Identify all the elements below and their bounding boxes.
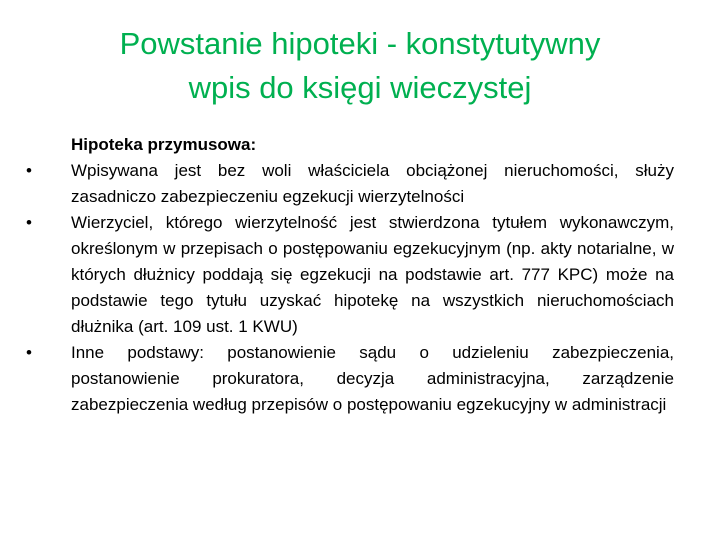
bullet-item-2 [20, 210, 674, 340]
bullet-item-1 [20, 158, 674, 210]
subheading: Hipoteka przymusowa: [71, 135, 257, 154]
bullet-item-3 [20, 340, 674, 418]
slide-title-line-2: wpis do księgi wieczystej [188, 70, 532, 105]
slide-title [40, 22, 680, 110]
bullet-icon: • [26, 213, 32, 232]
bullet-list [20, 158, 674, 418]
bullet-text-3: Inne podstawy: postanowienie sądu o udzieleniu zabezpieczenia, postanowienie prokuratora, decyzja administracyjna, zarządzenie zabezpieczenia według przepisów o postępowaniu egzekucyjny w administracji [71, 343, 674, 414]
bullet-text-2: Wierzyciel, którego wierzytelność jest stwierdzona tytułem wykonawczym, określonym w przepisach o postępowaniu egzekucyjnym (np. akty notarialne, w których dłużnicy poddają się egzekucji na podstawie art. 777 KPC) może na podstawie tego tytułu uzyskać hipotekę na wszystkich nieruchomościach dłużnika (art. 109 ust. 1 KWU) [71, 213, 674, 336]
bullet-icon: • [26, 161, 32, 180]
bullet-text-1: Wpisywana jest bez woli właściciela obciążonej nieruchomości, służy zasadniczo zabezpieczeniu egzekucji wierzytelności [71, 161, 674, 206]
bullet-icon: • [26, 343, 32, 362]
slide-body [20, 132, 674, 418]
slide-title-line-1: Powstanie hipoteki - konstytutywny [119, 26, 601, 61]
